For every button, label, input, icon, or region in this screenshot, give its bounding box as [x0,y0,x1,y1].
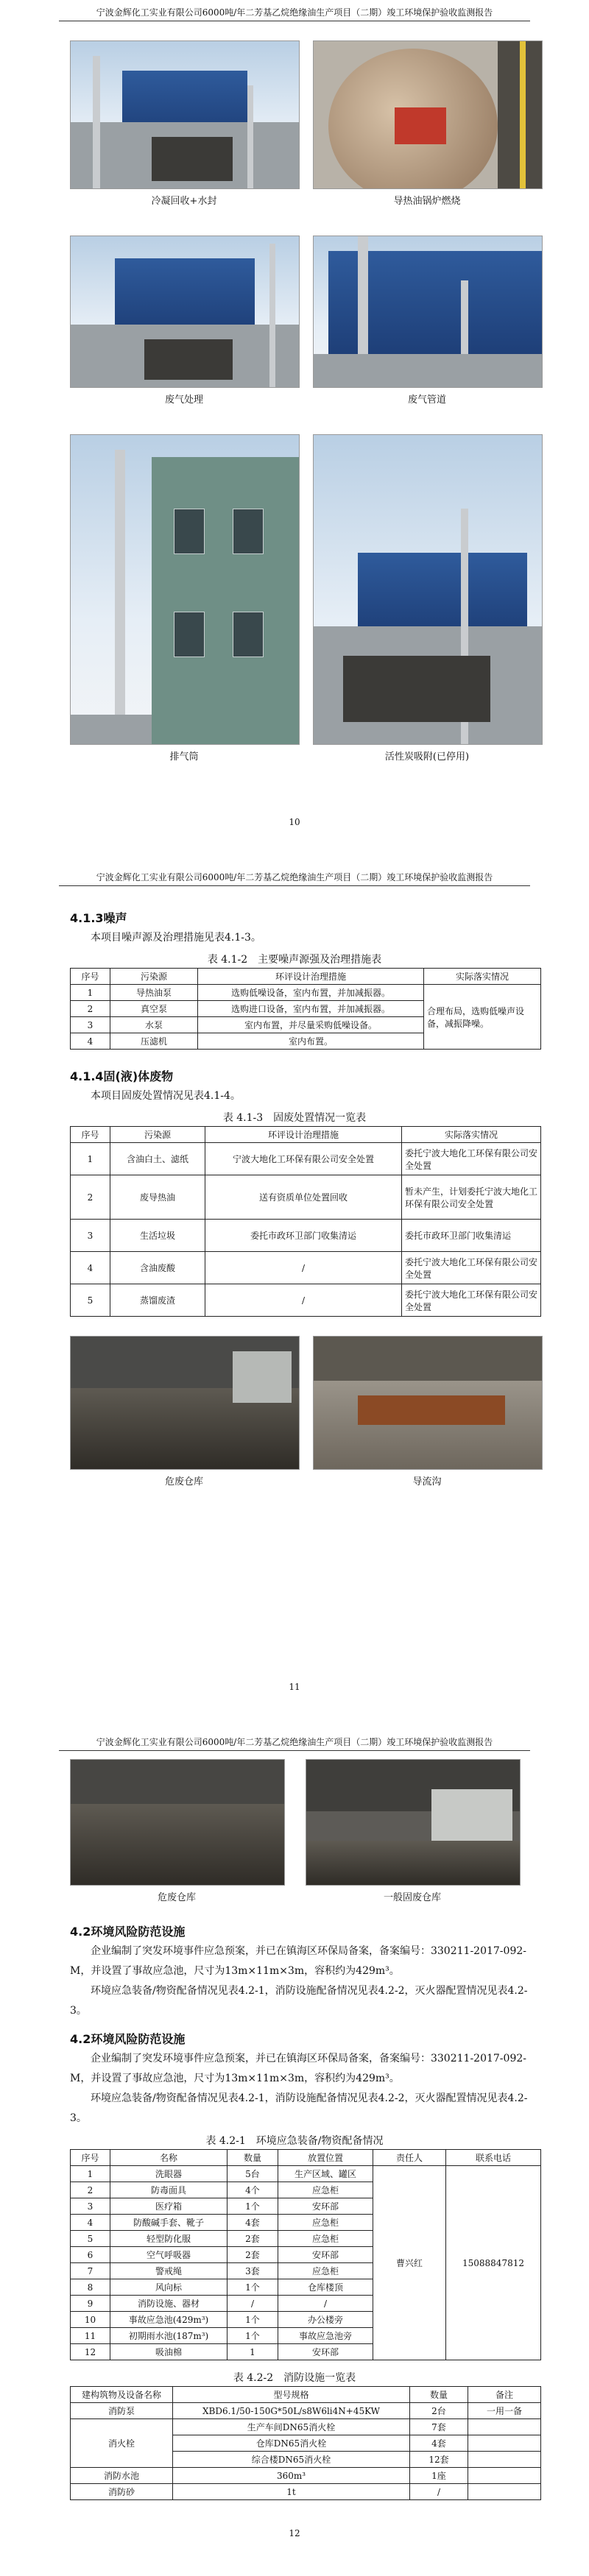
photo-boiler-burner [313,40,543,189]
table-caption: 表 4.2-2 消防设施一览表 [233,2372,356,2384]
cell: 11 [71,2328,110,2344]
cell: 警戒绳 [110,2263,228,2279]
cell: 1个 [228,2279,278,2296]
cell: 含油白土、滤纸 [110,1143,205,1175]
cell: 3 [71,2198,110,2215]
report-page-12 [0,1730,589,2576]
photo-activated-carbon [313,434,543,745]
cell: 导热油泵 [110,985,198,1001]
risk-paragraph: 企业编制了突发环境事件应急预案，并已在镇海区环保局备案，备案编号：330211-2017-092-M，并设置了事故应急池，尺寸为13m×11m×3m，容积约为429m³。 [70,2053,526,2084]
cell: 1t [173,2484,410,2500]
cell: 轻型防化服 [110,2231,228,2247]
th-no: 序号 [71,1127,110,1143]
risk-paragraph: 环境应急装备/物资配备情况见表4.2-1，消防设施配备情况见表4.2-2，灭火器配置情况见表4.2-3。 [70,2092,528,2124]
photo-caption: 导流沟 [412,1476,442,1487]
solid-intro: 本项目固废处置情况见表4.1-4。 [91,1090,241,1102]
cell: 应急柜 [278,2215,373,2231]
th-no: 序号 [71,969,110,985]
photo-exhaust-treatment [70,236,300,388]
cell: 5 [71,2231,110,2247]
cell: 7 [71,2263,110,2279]
cell-actual-merged: 合理布局，选购低噪声设备，减振降噪。 [424,985,541,1050]
table-caption: 表 4.2-1 环境应急装备/物资配备情况 [205,2135,384,2147]
risk-paragraph: 企业编制了突发环境事件应急预案，并已在镇海区环保局备案，备案编号：330211-2017-092-M，并设置了事故应急池，尺寸为13m×11m×3m，容积约为429m³。 [70,1945,526,1977]
th-remark: 备注 [468,2387,541,2403]
cell: 4个 [228,2182,278,2198]
cell: 2台 [410,2403,468,2419]
photo-caption: 废气处理 [164,394,203,406]
cell: 7套 [410,2419,468,2435]
cell: 选购进口设备，室内布置，并加减振器。 [198,1001,424,1017]
table-caption: 表 4.1-3 固废处置情况一览表 [222,1112,367,1124]
photo-drainage-trench [313,1336,543,1470]
cell: 安环部 [278,2198,373,2215]
cell: 水泵 [110,1017,198,1033]
cell [468,2468,541,2484]
cell: 真空泵 [110,1001,198,1017]
th-qty: 数量 [410,2387,468,2403]
page-number: 12 [289,2528,300,2538]
cell: / [205,1284,402,1317]
photo-caption: 废气管道 [407,394,446,406]
cell: 生产区域、罐区 [278,2166,373,2182]
cell: 4套 [228,2215,278,2231]
section-heading-risk: 4.2环境风险防范设施 [70,2032,186,2046]
th-building: 建构筑物及设备名称 [71,2387,173,2403]
cell: 1个 [228,2312,278,2328]
risk-paragraph: 环境应急装备/物资配备情况见表4.2-1，消防设施配备情况见表4.2-2，灭火器配置情况见表4.2-3。 [70,1985,528,2017]
cell: 1个 [228,2198,278,2215]
photo-hazardous-warehouse-2 [70,1759,285,1886]
th-no: 序号 [71,2150,110,2166]
th-source: 污染源 [110,969,198,985]
cell [468,2419,541,2435]
cell: 事故应急池旁 [278,2328,373,2344]
cell: 2 [71,1175,110,1220]
cell: 2套 [228,2247,278,2263]
cell: 1座 [410,2468,468,2484]
cell: 委托市政环卫部门收集清运 [205,1220,402,1252]
solid-waste-table [70,1126,541,1317]
cell: 1 [71,1143,110,1175]
cell [468,2484,541,2500]
cell: 3套 [228,2263,278,2279]
photo-caption: 活性炭吸附(已停用) [384,751,470,762]
th-name: 名称 [110,2150,228,2166]
cell: 医疗箱 [110,2198,228,2215]
cell: 选购低噪设备，室内布置，并加减振器。 [198,985,424,1001]
cell: 蒸馏废渣 [110,1284,205,1317]
cell: 委托市政环卫部门收集清运 [402,1220,541,1252]
cell: 应急柜 [278,2231,373,2247]
section-heading-solid-waste: 4.1.4固(液)体废物 [70,1069,174,1083]
cell: 办公楼旁 [278,2312,373,2328]
cell: 暂未产生，计划委托宁波大地化工环保有限公司安全处置 [402,1175,541,1220]
th-design: 环评设计治理措施 [205,1127,402,1143]
cell: 综合楼DN65消火栓 [173,2452,410,2468]
photo-exhaust-pipes [313,236,543,388]
cell: 2 [71,2182,110,2198]
cell: 消防砂 [71,2484,173,2500]
cell: 1 [71,2166,110,2182]
cell: 委托宁波大地化工环保有限公司安全处置 [402,1284,541,1317]
photo-condensate-recovery [70,40,300,189]
cell: 安环部 [278,2247,373,2263]
cell: 12 [71,2344,110,2360]
cell: / [278,2296,373,2312]
photo-general-waste-warehouse [306,1759,521,1886]
cell: 送有资质单位处置回收 [205,1175,402,1220]
cell: 空气呼吸器 [110,2247,228,2263]
noise-table [70,968,541,1050]
cell: 1 [71,985,110,1001]
th-source: 污染源 [110,1127,205,1143]
cell: 4 [71,1252,110,1284]
th-actual: 实际落实情况 [424,969,541,985]
cell: 室内布置，并尽量采购低噪设备。 [198,1017,424,1033]
cell: 宁波大地化工环保有限公司安全处置 [205,1143,402,1175]
photo-caption: 一般固废仓库 [383,1892,441,1903]
cell: 废导热油 [110,1175,205,1220]
cell: 洗眼器 [110,2166,228,2182]
photo-caption: 导热油锅炉燃烧 [393,196,461,207]
cell: 5 [71,1284,110,1317]
cell: 生活垃圾 [110,1220,205,1252]
page-header: 宁波金辉化工实业有限公司6000吨/年二芳基乙烷绝缘油生产项目（二期）竣工环境保护验收监测报告 [59,6,530,21]
cell: 仓库楼顶 [278,2279,373,2296]
photo-caption: 冷凝回收+水封 [151,196,217,207]
cell: 生产车间DN65消火栓 [173,2419,410,2435]
cell: 室内布置。 [198,1033,424,1050]
cell: 消防水池 [71,2468,173,2484]
cell: 1 [228,2344,278,2360]
report-page-10 [0,0,589,865]
cell: / [228,2296,278,2312]
cell: 一用一备 [468,2403,541,2419]
th-location: 放置位置 [278,2150,373,2166]
page-header: 宁波金辉化工实业有限公司6000吨/年二芳基乙烷绝缘油生产项目（二期）竣工环境保护验收监测报告 [59,1735,530,1751]
cell: 4 [71,2215,110,2231]
cell: 压滤机 [110,1033,198,1050]
photo-caption: 排气筒 [169,751,199,762]
th-model: 型号规格 [173,2387,410,2403]
cell: 委托宁波大地化工环保有限公司安全处置 [402,1143,541,1175]
th-person: 责任人 [373,2150,446,2166]
cell: 3 [71,1220,110,1252]
cell: 消火栓 [71,2419,173,2468]
cell: 360m³ [173,2468,410,2484]
cell: 2套 [228,2231,278,2247]
cell: 应急柜 [278,2263,373,2279]
report-page-11 [0,865,589,1730]
fire-facilities-table [70,2386,541,2500]
cell: 4套 [410,2435,468,2452]
cell: 1个 [228,2328,278,2344]
cell: 4 [71,1033,110,1050]
cell: 防酸碱手套、靴子 [110,2215,228,2231]
cell: 消防泵 [71,2403,173,2419]
cell: / [410,2484,468,2500]
cell: 事故应急池(429m³) [110,2312,228,2328]
cell: 2 [71,1001,110,1017]
cell: 3 [71,1017,110,1033]
cell: 消防设施、器材 [110,2296,228,2312]
photo-caption: 危废仓库 [164,1476,203,1487]
cell-phone: 15088847812 [446,2166,541,2360]
th-design: 环评设计治理措施 [198,969,424,985]
section-heading-risk: 4.2环境风险防范设施 [70,1925,186,1939]
cell: 委托宁波大地化工环保有限公司安全处置 [402,1252,541,1284]
page-number: 10 [289,817,300,827]
cell: 仓库DN65消火栓 [173,2435,410,2452]
cell: 10 [71,2312,110,2328]
cell: 安环部 [278,2344,373,2360]
cell: 风向标 [110,2279,228,2296]
cell: 5台 [228,2166,278,2182]
cell-person: 曹兴红 [373,2166,446,2360]
cell: 初期雨水池(187m³) [110,2328,228,2344]
page-header: 宁波金辉化工实业有限公司6000吨/年二芳基乙烷绝缘油生产项目（二期）竣工环境保护验收监测报告 [59,871,530,886]
photo-hazardous-warehouse [70,1336,300,1470]
cell: 8 [71,2279,110,2296]
emergency-equipment-table [70,2149,541,2360]
cell [468,2435,541,2452]
cell [468,2452,541,2468]
cell: 吸油棉 [110,2344,228,2360]
cell: 9 [71,2296,110,2312]
page-number: 11 [289,1682,300,1692]
th-actual: 实际落实情况 [402,1127,541,1143]
th-qty: 数量 [228,2150,278,2166]
cell: 12套 [410,2452,468,2468]
photo-caption: 危废仓库 [157,1892,196,1903]
table-caption: 表 4.1-2 主要噪声源强及治理措施表 [207,954,382,966]
photo-exhaust-stack [70,434,300,745]
cell: 6 [71,2247,110,2263]
cell: XBD6.1/50-150G*50L/s8W6li4N+45KW [173,2403,410,2419]
th-phone: 联系电话 [446,2150,541,2166]
cell: / [205,1252,402,1284]
cell: 含油废酸 [110,1252,205,1284]
section-heading-noise: 4.1.3噪声 [70,911,127,925]
cell: 防毒面具 [110,2182,228,2198]
cell: 应急柜 [278,2182,373,2198]
noise-intro: 本项目噪声源及治理措施见表4.1-3。 [91,932,261,944]
